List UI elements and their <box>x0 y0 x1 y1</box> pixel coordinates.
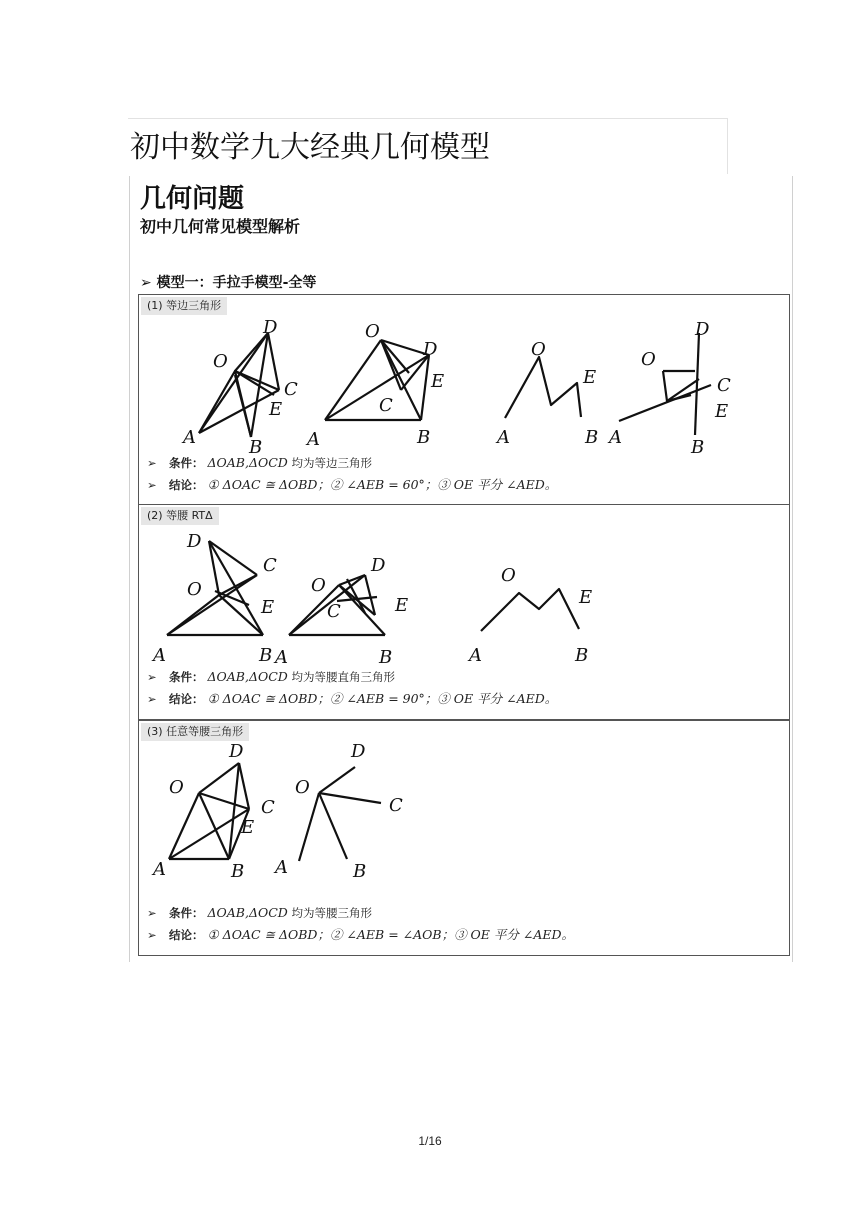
label-C: C <box>717 375 731 396</box>
label-A: A <box>153 645 166 665</box>
label-A: A <box>307 429 320 450</box>
section-isosceles <box>138 720 790 956</box>
label-B: B <box>575 645 589 665</box>
section-label: (1) 等边三角形 <box>141 297 227 315</box>
diagram-2a <box>151 531 277 665</box>
label-E: E <box>395 595 409 616</box>
condition-row: ➢ 条件： ΔOAB,ΔOCD 均为等腰直角三角形 <box>147 669 395 684</box>
label-B: B <box>417 427 431 448</box>
label-E: E <box>431 371 445 392</box>
label-B: B <box>231 861 245 882</box>
label-D: D <box>371 555 386 576</box>
page-title: 初中数学九大经典几何模型 <box>128 118 728 174</box>
diagram-1d <box>607 319 731 455</box>
condition-row: ➢ 条件： ΔOAB,ΔOCD 均为等边三角形 <box>147 455 372 470</box>
label-E: E <box>715 401 729 422</box>
label-D: D <box>187 531 202 552</box>
label-B: B <box>249 437 263 455</box>
page-number: 1/16 <box>418 1134 442 1148</box>
conclusion-row: ➢ 结论： ① ΔOAC ≅ ΔOBD；② ∠AEB = 90°；③ OE 平分 ∠AED。 <box>147 691 558 706</box>
label-O: O <box>213 351 228 372</box>
section-label: (2) 等腰 RTΔ <box>141 507 219 525</box>
document-sheet <box>129 176 793 962</box>
figure-isosceles-right <box>139 505 789 665</box>
section-label: (3) 任意等腰三角形 <box>141 723 249 741</box>
diagram-3a <box>151 741 275 882</box>
label-E: E <box>583 367 597 388</box>
label-E: E <box>241 817 255 838</box>
section-isosceles-right <box>138 504 790 720</box>
diagram-2c <box>467 565 592 665</box>
heading: 几何问题 <box>140 184 245 214</box>
label-D: D <box>695 319 710 340</box>
label-C: C <box>389 795 403 816</box>
conclusion-row: ➢ 结论： ① ΔOAC ≅ ΔOBD；② ∠AEB = ∠AOB；③ OE 平分 ∠AED。 <box>147 927 575 942</box>
label-O: O <box>501 565 516 586</box>
label-E: E <box>269 399 283 420</box>
diagram-3b <box>273 741 403 882</box>
figure-equilateral <box>139 295 789 455</box>
diagram-1c <box>495 339 598 448</box>
label-D: D <box>351 741 366 762</box>
label-B: B <box>353 861 367 882</box>
label-B: B <box>259 645 273 665</box>
label-D: D <box>423 339 438 360</box>
label-A: A <box>469 645 482 665</box>
label-O: O <box>365 321 380 342</box>
label-O: O <box>531 339 546 360</box>
label-C: C <box>284 379 298 400</box>
label-E: E <box>261 597 275 618</box>
diagram-1b <box>305 321 444 450</box>
label-A: A <box>183 427 196 448</box>
label-C: C <box>379 395 393 416</box>
label-C: C <box>261 797 275 818</box>
label-O: O <box>311 575 326 596</box>
subheading: 初中几何常见模型解析 <box>140 217 301 236</box>
label-B: B <box>379 647 393 665</box>
label-O: O <box>187 579 202 600</box>
figure-isosceles <box>139 721 789 891</box>
label-A: A <box>153 859 166 880</box>
label-O: O <box>169 777 184 798</box>
label-A: A <box>497 427 510 448</box>
label-A: A <box>275 647 288 665</box>
diagram-1a <box>181 317 298 455</box>
label-O: O <box>295 777 310 798</box>
label-D: D <box>263 317 278 338</box>
label-C: C <box>263 555 277 576</box>
label-A: A <box>275 857 288 878</box>
label-B: B <box>691 437 705 455</box>
label-D: D <box>229 741 244 762</box>
model-title: ➢ 模型一：手拉手模型-全等 <box>140 275 317 291</box>
label-A: A <box>609 427 622 448</box>
conclusion-row: ➢ 结论： ① ΔOAC ≅ ΔOBD；② ∠AEB = 60°；③ OE 平分 ∠AED。 <box>147 477 558 492</box>
section-equilateral <box>138 294 790 506</box>
label-O: O <box>641 349 656 370</box>
condition-row: ➢ 条件： ΔOAB,ΔOCD 均为等腰三角形 <box>147 905 372 920</box>
label-E: E <box>579 587 593 608</box>
label-C: C <box>327 601 341 622</box>
label-B: B <box>585 427 599 448</box>
diagram-2b <box>273 555 408 665</box>
